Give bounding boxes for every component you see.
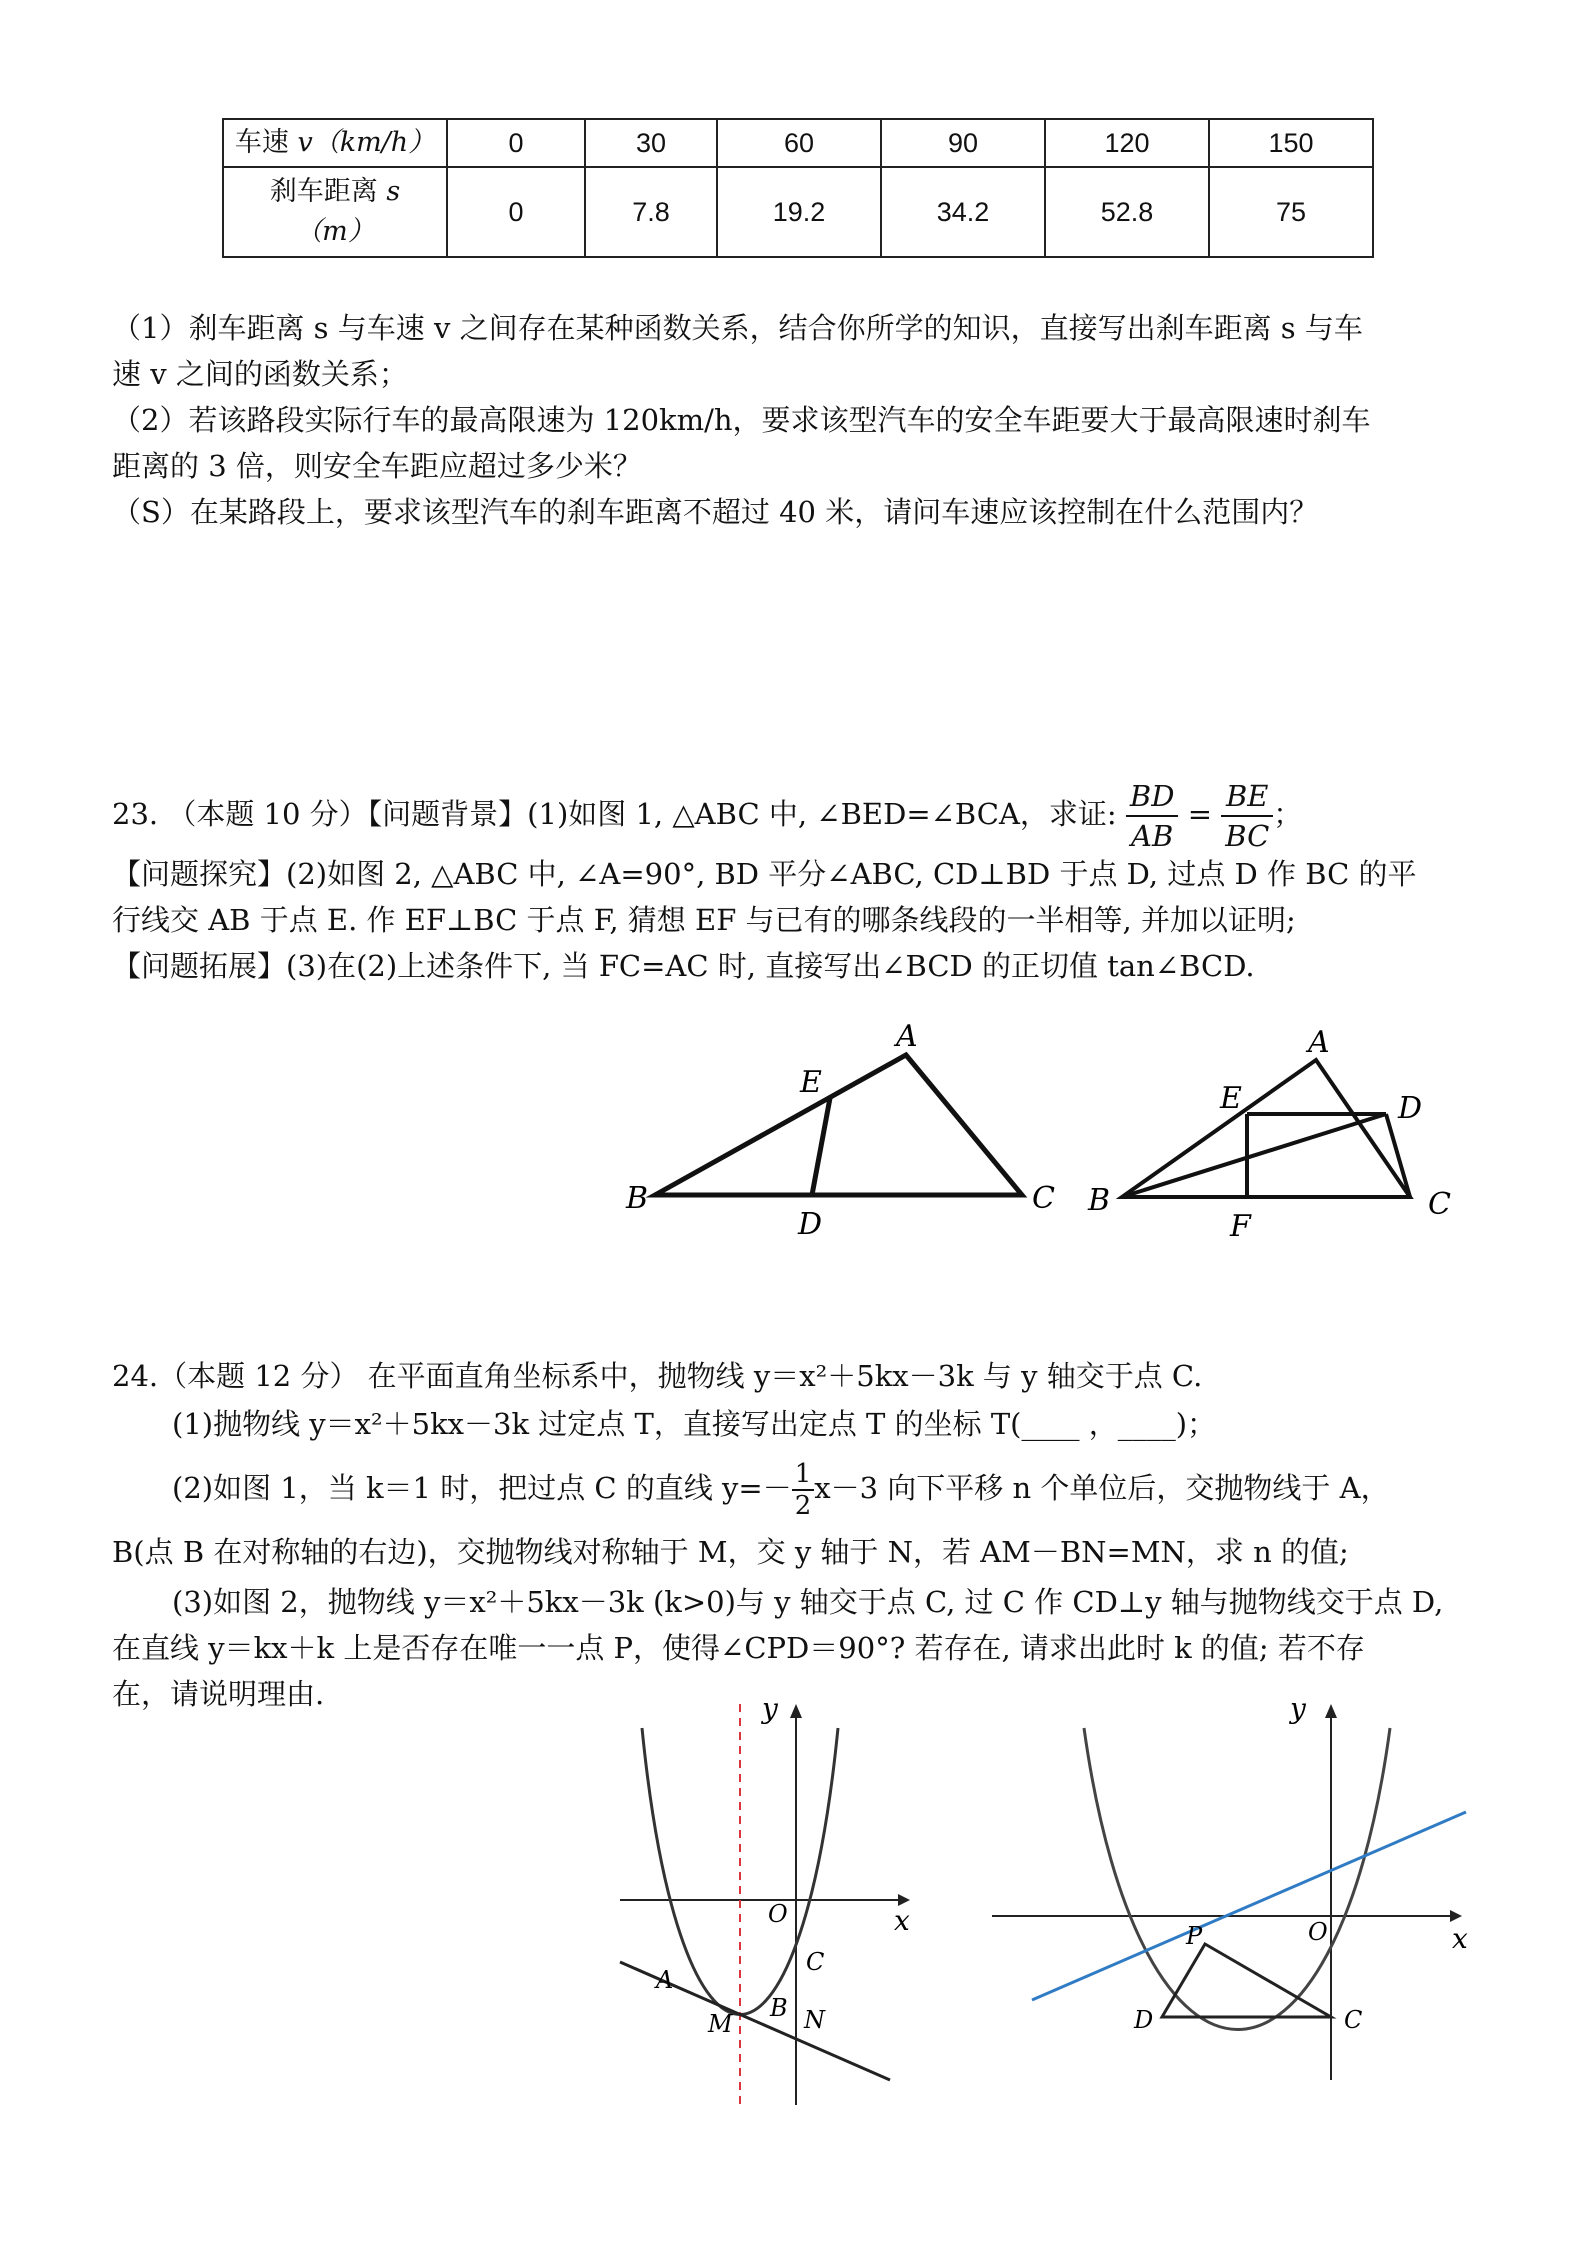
q24-line6: 在直线 y＝kx＋k 上是否存在唯一一点 P，使得∠CPD＝90°? 若存在, 请求出此时 k 的值; 若不存 xyxy=(112,1631,1365,1665)
table-row xyxy=(223,167,1373,257)
label-a: A xyxy=(896,1019,918,1054)
label-m: M xyxy=(708,2010,733,2038)
q23-figure2 xyxy=(1080,1010,1480,1260)
q23-line1-text: 23. （本题 10 分）【问题背景】(1)如图 1, △ABC 中, ∠BED=∠BCA，求证: xyxy=(112,797,1117,831)
label-d: D xyxy=(798,1207,823,1242)
frac-num: BD xyxy=(1126,777,1179,817)
segment-bd xyxy=(1122,1114,1386,1197)
table-cell: 30 xyxy=(585,119,717,167)
label-p: P xyxy=(1186,1922,1203,1950)
label-d: D xyxy=(1134,2006,1154,2034)
fraction-one-half xyxy=(792,1459,815,1521)
speed-distance-table xyxy=(222,118,1374,258)
table-cell: 0 xyxy=(447,167,585,257)
y-axis-arrow-icon xyxy=(790,1704,802,1718)
label-b: B xyxy=(626,1181,649,1216)
q24-line7: 在，请说明理由. xyxy=(112,1677,325,1711)
table-cell: 52.8 xyxy=(1045,167,1209,257)
q24-line4: B(点 B 在对称轴的右边)，交抛物线对称轴于 M，交 y 轴于 N，若 AM－BN=MN，求 n 的值; xyxy=(112,1535,1349,1569)
header-unit: （km/h） xyxy=(312,127,436,158)
segment-de xyxy=(812,1098,830,1195)
q23-line3: 行线交 AB 于点 E. 作 EF⊥BC 于点 F, 猜想 EF 与已有的哪条线段的一半相等, 并加以证明; xyxy=(112,903,1296,937)
label-y: y xyxy=(1290,1692,1306,1725)
q22-part2-line2: 距离的 3 倍，则安全车距应超过多少米？ xyxy=(112,449,642,483)
q24-figure1 xyxy=(600,1690,940,2110)
q22-part3-line1: （S）在某路段上，要求该型汽车的刹车距离不超过 40 米，请问车速应该控制在什么范围内？ xyxy=(112,495,1319,529)
q24-line3-text-a: (2)如图 1，当 k＝1 时，把过点 C 的直线 y=－ xyxy=(172,1471,792,1505)
label-n: N xyxy=(804,2006,825,2034)
label-c: C xyxy=(1428,1187,1451,1222)
q23-line2: 【问题探究】(2)如图 2, △ABC 中, ∠A=90°, BD 平分∠ABC, CD⊥BD 于点 D, 过点 D 作 BC 的平 xyxy=(112,857,1417,891)
frac-num: 1 xyxy=(792,1459,815,1491)
label-d: D xyxy=(1398,1091,1423,1126)
x-axis-arrow-icon xyxy=(1450,1910,1462,1922)
table-row xyxy=(223,119,1373,167)
table-cell: 0 xyxy=(447,119,585,167)
label-a: A xyxy=(1308,1025,1330,1060)
frac-num: BE xyxy=(1221,777,1273,817)
table-cell: 7.8 xyxy=(585,167,717,257)
table-row-header-distance xyxy=(223,167,447,257)
q22-part1-line1: （1）刹车距离 s 与车速 v 之间存在某种函数关系，结合你所学的知识，直接写出刹车距离 s 与车 xyxy=(112,311,1363,345)
q24-line3-text-b: x－3 向下平移 n 个单位后，交抛物线于 A， xyxy=(814,1471,1390,1505)
equals-sign: = xyxy=(1187,797,1212,831)
table-cell: 150 xyxy=(1209,119,1373,167)
line-y-kx-plus-k xyxy=(1032,1812,1466,2000)
triangle-abc xyxy=(655,1055,1022,1195)
frac-den: BC xyxy=(1225,819,1270,853)
header-var: v xyxy=(297,127,313,158)
q23-figure1 xyxy=(600,1010,1080,1250)
header-var: s xyxy=(386,176,401,207)
table-cell: 19.2 xyxy=(717,167,881,257)
triangle-abc xyxy=(1122,1060,1410,1197)
table-row-header-speed xyxy=(223,119,447,167)
header-label: 车速 xyxy=(234,127,289,158)
label-e: E xyxy=(1220,1081,1242,1116)
label-b: B xyxy=(770,1994,788,2022)
table-cell: 90 xyxy=(881,119,1045,167)
q22-part2-line1: （2）若该路段实际行车的最高限速为 120km/h，要求该型汽车的安全车距要大于最高限速时刹车 xyxy=(112,403,1371,437)
table-cell: 75 xyxy=(1209,167,1373,257)
segment-dc xyxy=(1386,1114,1410,1197)
header-label: 刹车距离 xyxy=(269,176,378,207)
label-o: O xyxy=(768,1900,788,1928)
label-b: B xyxy=(1088,1183,1111,1218)
table-cell: 34.2 xyxy=(881,167,1045,257)
fraction-bd-ab xyxy=(1126,777,1179,855)
q24-line1: 24.（本题 12 分） 在平面直角坐标系中，抛物线 y＝x²＋5kx－3k 与 y 轴交于点 C. xyxy=(112,1359,1203,1393)
q24-line2: (1)抛物线 y＝x²＋5kx－3k 过定点 T，直接写出定点 T 的坐标 T(____ ，____)； xyxy=(172,1407,1217,1441)
fraction-be-bc xyxy=(1221,777,1273,855)
parabola xyxy=(1084,1728,1390,2030)
q23-line1-end: ； xyxy=(1273,797,1303,831)
table-cell: 60 xyxy=(717,119,881,167)
frac-den: 2 xyxy=(794,1491,812,1521)
y-axis-arrow-icon xyxy=(1325,1704,1337,1718)
q24-line3 xyxy=(172,1448,1390,1528)
label-o: O xyxy=(1308,1918,1328,1946)
frac-den: AB xyxy=(1131,819,1174,853)
label-a: A xyxy=(656,1966,674,1994)
q22-part1-line2: 速 v 之间的函数关系； xyxy=(112,357,408,391)
label-c: C xyxy=(1032,1181,1055,1216)
label-x: x xyxy=(1452,1922,1468,1955)
header-unit: （m） xyxy=(295,216,375,247)
label-c: C xyxy=(806,1948,825,1976)
table-cell: 120 xyxy=(1045,119,1209,167)
label-y: y xyxy=(762,1692,778,1725)
label-c: C xyxy=(1344,2006,1363,2034)
q23-line1 xyxy=(112,770,1302,858)
label-x: x xyxy=(894,1904,910,1937)
label-e: E xyxy=(800,1065,822,1100)
q23-line4: 【问题拓展】(3)在(2)上述条件下, 当 FC=AC 时, 直接写出∠BCD 的正切值 tan∠BCD. xyxy=(112,949,1255,983)
label-f: F xyxy=(1230,1209,1251,1244)
q24-line5: (3)如图 2，抛物线 y＝x²＋5kx－3k (k>0)与 y 轴交于点 C, 过 C 作 CD⊥y 轴与抛物线交于点 D, xyxy=(172,1585,1444,1619)
q24-figure2 xyxy=(980,1690,1480,2090)
